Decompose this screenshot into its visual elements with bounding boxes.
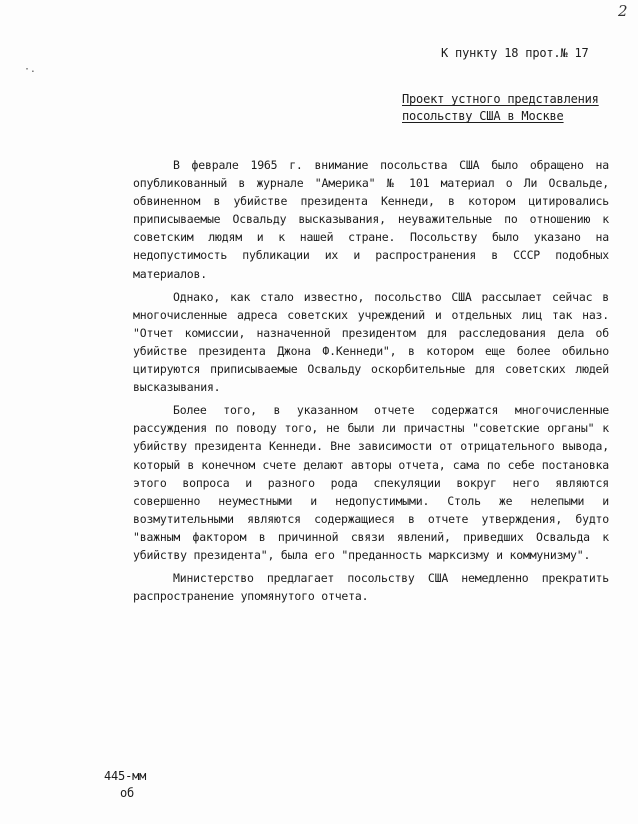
page-number: 2 [618,2,628,20]
footer-copies: об [120,786,135,800]
paragraph-1: В феврале 1965 г. внимание посольства США было обращено на опубликованный в журнале "Америка" № 101 материал о Ли Освальде, обвиненном в убийстве президента Кеннеди, в котором цитировались приписываемые Освальду высказывания, неуважительные по отношению к советским людям и к нашей стране. Посольству было указано на недопустимость публикации их и распространения в СССР подобных материалов. [133,158,609,281]
corner-mark: ·. [24,64,36,75]
paragraph-3: Более того, в указанном отчете содержатся многочисленные рассуждения по поводу того, не были ли причастны "советские органы" к убийству президента Кеннеди. Вне зависимости от отрицательного вывода, который в конечном счете делают авторы отчета, сама по себе постановка этого вопроса и разного рода спекуляции вокруг него являются совершенно неуместными и недопустимыми. Столь же нелепыми и возмутительными являются содержащиеся в отчете утверждения, будто "важным фактором в причинной связи явлений, приведших Освальда к убийству президента", была его "преданность марксизму и коммунизму". [133,403,609,562]
draft-title [402,91,599,125]
paragraph-4: Министерство предлагает посольству США немедленно прекратить распространение упомянутого отчета. [133,571,609,604]
footer-code: 445-мм [104,769,147,783]
body-text [133,156,609,610]
paragraph-2: Однако, как стало известно, посольство США рассылает сейчас в многочисленные адреса советских учреждений и отдельных лиц так наз. "Отчет комиссии, назначенной президентом для расследования дела об убийстве президента Джона Ф.Кеннеди", в котором еще более обильно цитируются приписываемые Освальду оскорбительные для советских людей высказывания. [133,289,609,395]
draft-title-line-2: посольству США в Москве [402,109,564,123]
draft-title-line-1: Проект устного представления [402,92,599,106]
protocol-reference: К пункту 18 прот.№ 17 [441,46,589,60]
